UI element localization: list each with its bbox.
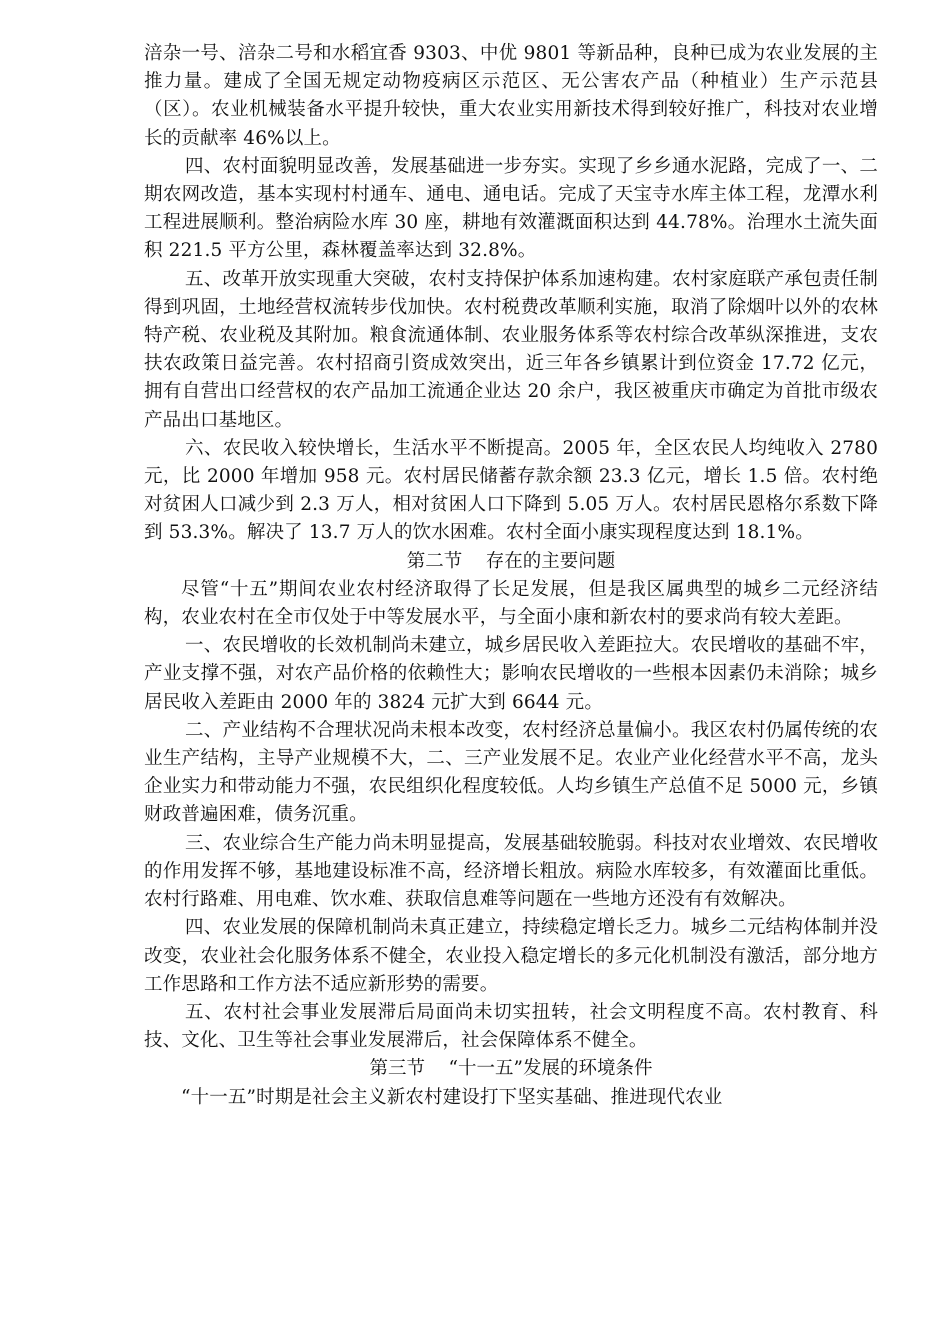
section-heading-3: 第三节 “十一五”发展的环境条件: [369, 1058, 653, 1080]
paragraph-reform-opening: 五、改革开放实现重大突破，农村支持保护体系加速构建。农村家庭联产承包责任制得到巩固，土地经营权流转步伐加快。农村税费改革顺利实施，取消了除烟叶以外的农林特产税、农业税及其附加。粮食流通体制、农业服务体系等农村综合改革纵深推进，支农扶农政策日益完善。农村招商引资成效突出，近三年各乡镇累计到位资金 17.72 亿元，拥有自营出口经营权的农产品加工流通企业达 20 余户，我区被重庆市确定为首批市级农产品出口基地区。: [144, 268, 878, 431]
section-heading-2: 第二节 存在的主要问题: [406, 550, 616, 572]
document-page: [144, 40, 878, 1112]
paragraph-problem-3: 三、农业综合生产能力尚未明显提高，发展基础较脆弱。科技对农业增效、农民增收的作用发挥不够，基地建设标准不高，经济增长粗放。病险水库较多，有效灌面比重低。农村行路难、用电难、饮水难、获取信息难等问题在一些地方还没有有效解决。: [144, 832, 878, 911]
paragraph-rural-appearance: 四、农村面貌明显改善，发展基础进一步夯实。实现了乡乡通水泥路，完成了一、二期农网改造，基本实现村村通车、通电、通电话。完成了天宝寺水库主体工程，龙潭水利工程进展顺利。整治病险水库 30 座，耕地有效灌溉面积达到 44.78%。治理水土流失面积 221.5 平方公里，森林覆盖率达到 32.8%。: [144, 155, 878, 262]
paragraph-section3-intro: “十一五”时期是社会主义新农村建设打下坚实基础、推进现代农业: [181, 1086, 723, 1108]
paragraph-section2-intro: 尽管“十五”期间农业农村经济取得了长足发展，但是我区属典型的城乡二元经济结构，农业农村在全市仅处于中等发展水平，与全面小康和新农村的要求尚有较大差距。: [144, 578, 878, 629]
paragraph-farmer-income: 六、农民收入较快增长，生活水平不断提高。2005 年，全区农民人均纯收入 2780 元，比 2000 年增加 958 元。农村居民储蓄存款余额 23.3 亿元，增长 1.5 倍。农村绝对贫困人口减少到 2.3 万人，相对贫困人口下降到 5.05 万人。农村居民恩格尔系数下降到 53.3%。解决了 13.7 万人的饮水困难。农村全面小康实现程度达到 18.1%。: [144, 437, 878, 544]
paragraph-problem-4: 四、农业发展的保障机制尚未真正建立，持续稳定增长乏力。城乡二元结构体制并没改变，农业社会化服务体系不健全，农业投入稳定增长的多元化机制没有激活，部分地方工作思路和工作方法不适应新形势的需要。: [144, 917, 878, 995]
paragraph-problem-1: 一、农民增收的长效机制尚未建立，城乡居民收入差距拉大。农民增收的基础不牢，产业支撑不强，对农产品价格的依赖性大；影响农民增收的一些根本因素仍未消除；城乡居民收入差距由 2000 年的 3824 元扩大到 6644 元。: [144, 635, 878, 713]
paragraph-seed-varieties: 涪杂一号、涪杂二号和水稻宜香 9303、中优 9801 等新品种，良种已成为农业发展的主推力量。建成了全国无规定动物疫病区示范区、无公害农产品（种植业）生产示范县（区）。农业机械装备水平提升较快，重大农业实用新技术得到较好推广，科技对农业增长的贡献率 46%以上。: [144, 43, 878, 149]
paragraph-problem-2: 二、产业结构不合理状况尚未根本改变，农村经济总量偏小。我区农村仍属传统的农业生产结构，主导产业规模不大，二、三产业发展不足。农业产业化经营水平不高，龙头企业实力和带动能力不强，农民组织化程度较低。人均乡镇生产总值不足 5000 元，乡镇财政普遍困难，债务沉重。: [144, 719, 878, 826]
paragraph-problem-5: 五、农村社会事业发展滞后局面尚未切实扭转，社会文明程度不高。农村教育、科技、文化、卫生等社会事业发展滞后，社会保障体系不健全。: [144, 1001, 878, 1052]
